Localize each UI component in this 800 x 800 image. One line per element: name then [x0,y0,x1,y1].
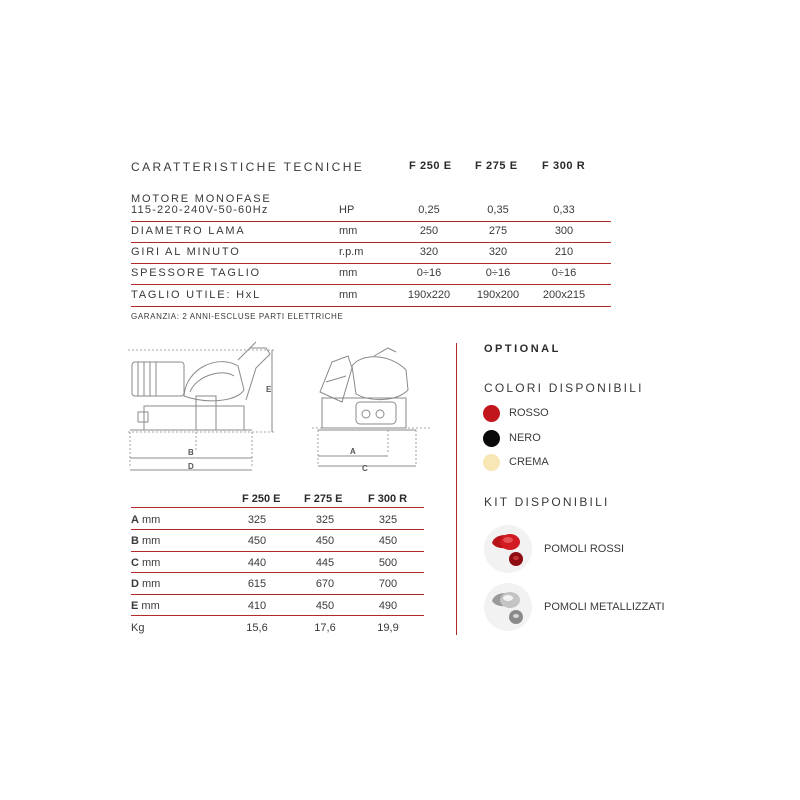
dim-unit: mm [142,557,161,569]
dim-letter: C [131,557,139,569]
kit-option-red-knobs [484,525,744,575]
spec-label: TAGLIO UTILE: HxL [131,289,262,301]
label-a: A [350,447,356,456]
dim-label [131,600,160,612]
dim-row-divider [131,615,424,616]
spec-row-thickness [131,267,611,283]
dim-row-b [131,535,424,549]
spec-value: 275 [488,225,508,237]
spec-value: 210 [554,246,574,258]
red-knob-kit-icon [484,525,532,573]
dim-model-header-1: F 250 E [242,493,281,505]
spec-unit: mm [339,289,358,301]
dim-value: 670 [315,578,335,590]
dim-value: 440 [247,557,267,569]
metal-knob-kit-icon [484,583,532,631]
spec-value: 250 [419,225,439,237]
optional-title: OPTIONAL [484,343,561,355]
dim-row-divider [131,529,424,530]
red-swatch-icon [483,405,500,422]
spec-value: 190x220 [407,289,451,301]
dim-value: 445 [315,557,335,569]
spec-label: SPESSORE TAGLIO [131,267,261,279]
cream-swatch-icon [483,454,500,471]
kits-title: KIT DISPONIBILI [484,495,610,509]
spec-label: DIAMETRO LAMA [131,225,246,237]
dim-value: 500 [378,557,398,569]
spec-row-motor [131,193,611,221]
dim-letter: D [131,578,139,590]
dim-value: 450 [315,535,335,547]
dim-unit: Kg [131,622,145,634]
dim-value: 19,9 [377,622,399,634]
spec-row-divider [131,284,611,285]
dim-value: 450 [315,600,335,612]
dim-row-d [131,578,424,592]
dim-label [131,622,144,634]
spec-value: 0,25 [418,204,440,216]
spec-value: 320 [488,246,508,258]
dim-value: 450 [378,535,398,547]
spec-value: 0,33 [553,204,575,216]
dim-label [131,514,160,526]
dim-header-divider [131,507,424,508]
dim-row-divider [131,572,424,573]
dim-letter: B [131,535,139,547]
dim-row-weight [131,622,424,636]
spec-unit: HP [339,204,355,216]
dim-unit: mm [142,578,161,590]
spec-value: 0÷16 [551,267,577,279]
side-view-drawing [126,340,278,476]
spec-value: 190x200 [476,289,520,301]
dim-value: 490 [378,600,398,612]
spec-model-header-1: F 250 E [409,160,452,172]
dim-value: 410 [247,600,267,612]
kit-label: POMOLI METALLIZZATI [544,601,665,613]
black-swatch-icon [483,430,500,447]
spec-value: 300 [554,225,574,237]
dim-value: 325 [378,514,398,526]
dim-row-c [131,557,424,571]
dim-row-divider [131,594,424,595]
base-shape [144,406,244,430]
spec-row-blade [131,225,611,241]
blade-guard-shape [184,362,244,401]
dim-label [131,578,160,590]
spec-row-cut [131,289,611,305]
dim-row-e [131,600,424,614]
spec-row-divider [131,242,611,243]
section-divider [456,343,457,635]
color-label: ROSSO [509,407,549,419]
dim-value: 15,6 [246,622,268,634]
dim-label [131,557,160,569]
label-b: B [188,448,194,457]
spec-row-divider [131,221,611,222]
spec-unit: r.p.m [339,246,364,258]
dim-value: 615 [247,578,267,590]
spec-value: 0÷16 [416,267,442,279]
spec-table-title: CARATTERISTICHE TECNICHE [131,160,365,174]
dim-unit: mm [142,514,161,526]
spec-unit: mm [339,267,358,279]
dim-value: 450 [247,535,267,547]
dim-model-header-3: F 300 R [368,493,408,505]
spec-model-header-3: F 300 R [542,160,586,172]
spec-row-divider [131,306,611,307]
dim-value: 325 [315,514,335,526]
front-view-drawing [312,342,436,472]
label-e: E [266,385,272,394]
label-d: D [188,462,194,471]
dim-value: 325 [247,514,267,526]
kit-option-metal-knobs [484,583,744,633]
dim-letter: E [131,600,139,612]
dim-row-a [131,514,424,528]
dim-unit: mm [142,535,161,547]
spec-label: MOTORE MONOFASE [131,193,272,205]
dim-model-header-2: F 275 E [304,493,343,505]
dim-value: 17,6 [314,622,336,634]
spec-value: 200x215 [542,289,586,301]
spec-label-line2: 115-220-240V-50-60Hz [131,204,269,216]
blade-assembly-shape [352,357,408,400]
spec-row-rpm [131,246,611,262]
warranty-note: GARANZIA: 2 ANNI-ESCLUSE PARTI ELETTRICHE [131,312,344,321]
motor-housing-shape [132,362,184,396]
colors-title: COLORI DISPONIBILI [484,381,644,395]
spec-value: 0÷16 [485,267,511,279]
spec-label: GIRI AL MINUTO [131,246,241,258]
dim-letter: A [131,514,139,526]
spec-value: 0,35 [487,204,509,216]
color-label: NERO [509,432,541,444]
color-label: CREMA [509,456,549,468]
spec-row-divider [131,263,611,264]
spec-unit: mm [339,225,358,237]
label-c: C [362,464,368,472]
dim-unit: mm [141,600,160,612]
dim-value: 700 [378,578,398,590]
dim-label [131,535,160,547]
spec-value: 320 [419,246,439,258]
dim-row-divider [131,551,424,552]
kit-label: POMOLI ROSSI [544,543,625,555]
spec-model-header-2: F 275 E [475,160,518,172]
